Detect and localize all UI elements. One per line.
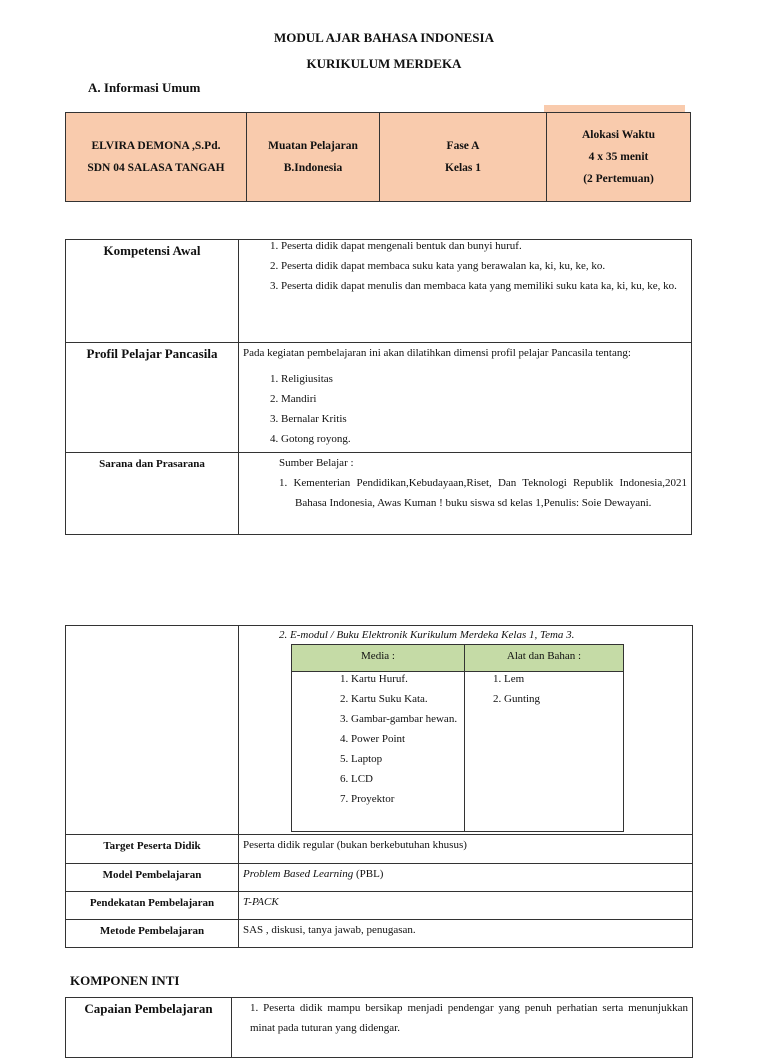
kompetensi-item: 3. Peserta didik dapat menulis dan membaca kata yang memiliki suku kata ka, ki, ku, ke, ko.	[281, 276, 687, 296]
profil-label: Profil Pelajar Pancasila	[66, 343, 239, 453]
capaian-label: Capaian Pembelajaran	[66, 998, 232, 1058]
teacher-name: ELVIRA DEMONA ,S.Pd.	[91, 140, 221, 152]
profil-content	[239, 343, 692, 453]
kompetensi-label: Kompetensi Awal	[66, 240, 239, 343]
source-item-2: 2. E-modul / Buku Elektronik Kurikulum Merdeka Kelas 1, Tema 3.	[279, 629, 575, 641]
media-item: 5. Laptop	[351, 749, 463, 769]
teacher-cell	[66, 113, 247, 202]
phase-cell	[380, 113, 547, 202]
subject-value: B.Indonesia	[283, 162, 343, 174]
class-label: Kelas 1	[444, 162, 482, 174]
pendekatan-value: T-PACK	[239, 892, 693, 920]
time-value: 4 x 35 menit	[588, 151, 649, 163]
meetings-value: (2 Pertemuan)	[583, 173, 654, 185]
profil-item: 3. Bernalar Kritis	[281, 409, 687, 429]
subject-label: Muatan Pelajaran	[268, 140, 358, 152]
capaian-item: 1. Peserta didik mampu bersikap menjadi pendengar yang penuh perhatian serta menunjukkan minat pada tuturan yang didengar.	[232, 998, 693, 1058]
time-cell	[547, 113, 691, 202]
profil-item: 2. Mandiri	[281, 389, 687, 409]
profil-item: 4. Gotong royong.	[281, 429, 687, 449]
model-label: Model Pembelajaran	[66, 864, 239, 892]
model-value	[239, 864, 693, 892]
alat-item: 1. Lem	[504, 669, 622, 689]
model-italic: Problem Based Learning	[243, 868, 354, 880]
module-detail-table	[65, 239, 692, 535]
doc-subtitle: KURIKULUM MERDEKA	[306, 56, 462, 71]
section-a-heading: A. Informasi Umum	[88, 80, 201, 95]
media-item: 7. Proyektor	[351, 789, 463, 809]
alat-header: Alat dan Bahan :	[465, 645, 624, 672]
media-item: 2. Kartu Suku Kata.	[351, 689, 463, 709]
sarana-label: Sarana dan Prasarana	[66, 453, 239, 535]
kompetensi-item: 1. Peserta didik dapat mengenali bentuk dan bunyi huruf.	[281, 236, 687, 256]
phase-label: Fase A	[446, 140, 480, 152]
source-item-1: 1. Kementerian Pendidikan,Kebudayaan,Riset, Dan Teknologi Republik Indonesia,2021 Bahasa Indonesia, Awas Kuman ! buku siswa sd kelas 1,Penulis: Soie Dewayani.	[279, 477, 687, 509]
komponen-table	[65, 997, 693, 1058]
target-value: Peserta didik regular (bukan berkebutuhan khusus)	[239, 835, 693, 864]
sarana-content	[239, 453, 692, 535]
continuation-table	[65, 625, 693, 948]
source-label: Sumber Belajar :	[279, 457, 354, 469]
profil-item: 1. Religiusitas	[281, 369, 687, 389]
metode-label: Metode Pembelajaran	[66, 920, 239, 948]
time-label: Alokasi Waktu	[582, 129, 655, 141]
subject-cell	[247, 113, 380, 202]
media-table	[291, 644, 624, 832]
kompetensi-content	[239, 240, 692, 343]
metode-value: SAS , diskusi, tanya jawab, penugasan.	[239, 920, 693, 948]
info-table	[65, 112, 691, 202]
media-item: 4. Power Point	[351, 729, 463, 749]
media-list-cell	[292, 672, 465, 832]
sarana-continued	[239, 626, 693, 835]
target-label: Target Peserta Didik	[66, 835, 239, 864]
alat-item: 2. Gunting	[504, 689, 622, 709]
model-suffix: (PBL)	[353, 868, 384, 880]
media-header: Media :	[292, 645, 465, 672]
komponen-heading: KOMPONEN INTI	[70, 973, 180, 988]
media-item: 1. Kartu Huruf.	[351, 669, 463, 689]
media-item: 3. Gambar-gambar hewan.	[351, 709, 463, 729]
profil-intro: Pada kegiatan pembelajaran ini akan dilatihkan dimensi profil pelajar Pancasila tentang:	[243, 347, 631, 359]
kompetensi-item: 2. Peserta didik dapat membaca suku kata yang berawalan ka, ki, ku, ke, ko.	[281, 256, 687, 276]
empty-label-cell	[66, 626, 239, 835]
decorative-stripe	[544, 105, 685, 112]
alat-list-cell	[465, 672, 624, 832]
media-item: 6. LCD	[351, 769, 463, 789]
doc-title: MODUL AJAR BAHASA INDONESIA	[274, 30, 494, 45]
pendekatan-label: Pendekatan Pembelajaran	[66, 892, 239, 920]
school-name: SDN 04 SALASA TANGAH	[87, 162, 225, 174]
